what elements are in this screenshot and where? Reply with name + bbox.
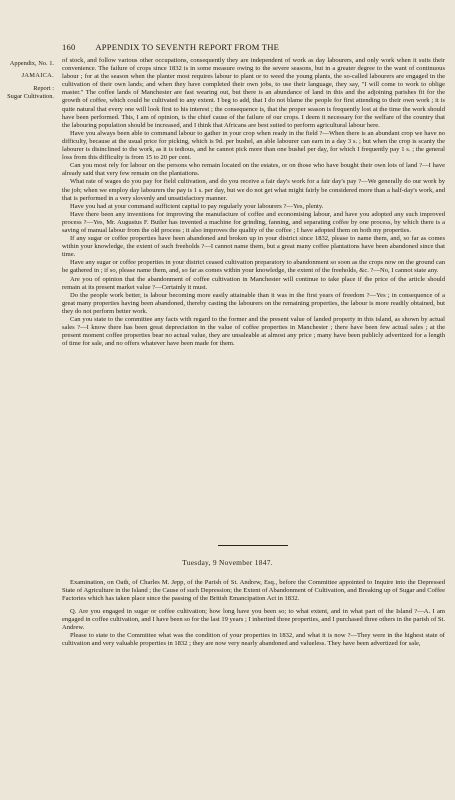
margin-appendix: Appendix, No. 1. <box>9 60 54 67</box>
question-answer: Please to state to the Committee what was the condition of your properties in 1832, and what it is now ?—They were in the highest state of cultivation and very valuable properties in 1832 ; they are now very nearly abandoned and valueless. They have been advertized for sale, <box>62 632 445 648</box>
paragraph: Can you state to the committee any facts with regard to the former and the present value of landed property in this island, as shown by actual sales ?—I know there has been great depreciation in the value of coffee properties in Manchester ; there have been few actual sales ; at the present moment coffee properties bear no actual value, they are unsaleable at almost any price ; many have been publicly advertized for a length of time for sale, and no offers whatever have been made for them. <box>62 316 445 348</box>
page-number: 160 <box>62 42 76 52</box>
examination-section <box>62 579 445 649</box>
paragraph: If any sugar or coffee properties have been abandoned and broken up in your district since 1832, please to name them, and, so far as comes within your knowledge, the extent of such freeholds ?—I cannot name them, but a great many coffee plantations have been abandoned since that time. <box>62 235 445 259</box>
margin-report-label: Report : <box>33 84 54 92</box>
running-header <box>62 42 442 52</box>
margin-note <box>4 60 54 101</box>
section-divider <box>218 545 288 546</box>
margin-report-topic: Sugar Cultivation. <box>7 92 54 100</box>
paragraph: Do the people work better, is labour becoming more easily attainable than it was in the first years of freedom ?—Yes ; in consequence of a great many properties having been abandoned, thereby casting the labourers on the remaining properties, the labour is more readily obtained, but they do not perform better work. <box>62 291 445 315</box>
margin-place: JAMAICA. <box>21 72 54 80</box>
paragraph: Are you of opinion that the abandonment of coffee cultivation in Manchester will continue to take place if the price of the article should remain at its present market value ?—Certainly it must. <box>62 275 445 291</box>
paragraph: of stock, and follow various other occupations, consequently they are independent of work as day labourers, and only work when it suits their convenience. The failure of crops since 1832 is in some measure owing to the severe seasons, but in a greater degree to the want of continuous labour ; for at the season when the planter most requires labour to plant or to weed the young plants, the so-called labourers are engaged in the cultivation of their own lands; and when they have completed their own jobs, to use their language, they say, "I will come to work to oblige master." The coffee lands of Manchester are fast wearing out, but there is an abundance of land in this and the adjoining parishes fit for the growth of coffee, which could be cultivated to any extent. I beg to add, that I do not blame the people for first attending to their own work ; it is quite natural that every one will look first to his interest ; the consequence is, that the proper season is frequently lost at the time the work should have been performed. This, I am of opinion, is the chief cause of the failure of our crops. I deem it necessary for the welfare of the country that the labouring population should be increased, and I think that Africans are best suited to perform agricultural labour here. <box>62 57 445 129</box>
running-title: APPENDIX TO SEVENTH REPORT FROM THE <box>95 42 280 52</box>
question-answer: Q. Are you engaged in sugar or coffee cultivation; how long have you been so; to what extent, and in what part of the Island ?—A. I am engaged in coffee cultivation, and I have been so for the last 19 years ; I inherited three properties, and I purchased three others in the parish of St. Andrew. <box>62 607 445 632</box>
paragraph: Can you most rely for labour on the persons who remain located on the estates, or on those who have bought their own lots of land ?—I have already said that very few remain on the plantations. <box>62 162 445 178</box>
paragraph: Have any sugar or coffee properties in your district ceased cultivation preparatory to abandonment so soon as the crops now on the ground can be gathered in ; if so, please name them, and, so far as comes within your knowledge, the extent of the freeholds, &c. ?—No, I cannot state any. <box>62 259 445 275</box>
testimony-body <box>62 57 445 348</box>
paragraph: Have you had at your command sufficient capital to pay regularly your labourers ?—Yes, plenty. <box>70 202 324 210</box>
session-date: Tuesday, 9 November 1847. <box>182 558 273 567</box>
examination-heading: Examination, on Oath, of Charles M. Jepp, of the Parish of St. Andrew, Esq., before the Committee appointed to Inquire into the Depressed State of Agriculture in the Island ; the Cause of such Depression; the Extent of Abandonment of Cultivation, and Breaking up of Sugar and Coffee Factories which has taken place since the passing of the British Emancipation Act in 1832. <box>62 579 445 603</box>
paragraph: Have you always been able to command labour to gather in your crop when ready in the field ?—When there is an abundant crop we have no difficulty, because at the usual price for picking, which is 9d. per bushel, an able labourer can earn in a day 3 s. ; but when the crop is scanty the labourer is disinclined to the work, as it is tedious, and he cannot pick more than one bushel per day, for which I frequently pay 1 s. ; the general loss from this difficulty is from 15 to 20 per cent. <box>62 129 445 162</box>
paragraph: Have there been any inventions for improving the manufacture of coffee and economising labour, and have you adopted any such improved process ?—Yes, Mr. Augustus F. Butler has invented a machine for grinding, fanning, and separating coffee by one process, by which there is a saving of manual labour from the old process ; it also improves the quality of the coffee ; I have adopted them on both my properties. <box>62 210 445 234</box>
paragraph: What rate of wages do you pay for field cultivation, and do you receive a fair day's work for a fair day's pay ?—We generally do our work by the job; when we employ day labourers the pay is 1 s. per day, but we do not get what might fairly be considered more than a half-day's work, and that is performed in a very slovenly and unsatisfactory manner. <box>62 178 445 202</box>
